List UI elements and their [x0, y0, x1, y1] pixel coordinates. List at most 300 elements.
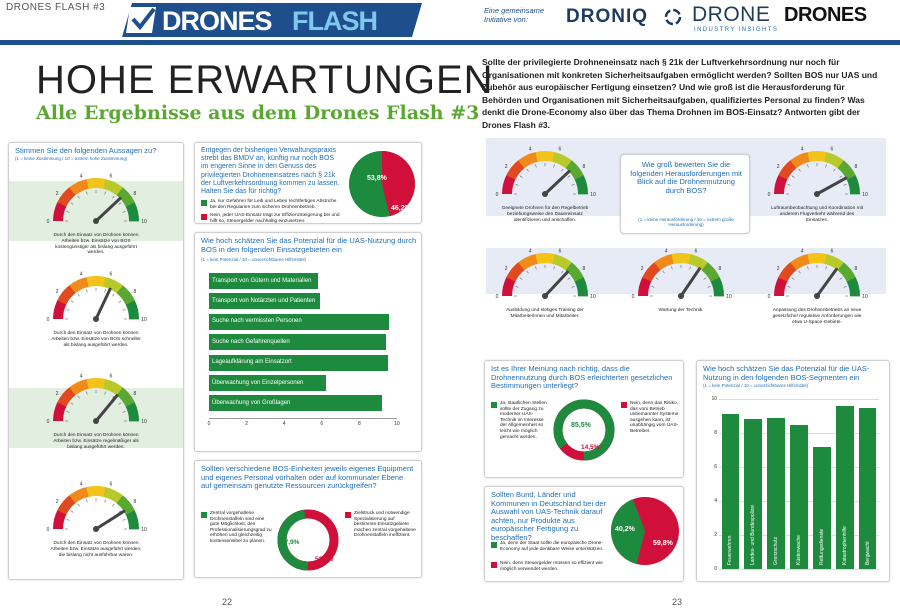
- svg-text:FLASH: FLASH: [292, 6, 377, 36]
- gauge-tick: [572, 184, 575, 185]
- gauge-tick: [704, 278, 706, 280]
- gauge-tick-label: 10: [141, 219, 147, 225]
- bar: Überwachung von Einzelpersonen: [209, 375, 326, 391]
- gauge-needle: [96, 511, 124, 529]
- gauge-tick: [67, 211, 70, 212]
- x-tick-label: 0: [207, 420, 211, 427]
- gauge-tick-label: 2: [55, 498, 59, 505]
- gauge-tick: [527, 169, 529, 171]
- x-tick-label: 2: [245, 420, 248, 427]
- gauge-caption: Durch den Einsatz von Drohnen können Arbeiten bzw. Einsätze regelmäßiger als bislang ausgeführt werden.: [53, 433, 139, 450]
- legend-swatch-red: [621, 402, 627, 408]
- gauge-tick: [535, 267, 536, 270]
- legend-europe-no: Nein, denn Steuergelder müssen so effizient wie möglich verwendet werden.: [491, 561, 609, 572]
- gauge-color-segment: [779, 279, 783, 296]
- gauge-area-challenges: [486, 136, 886, 348]
- donut-ring-green: [551, 397, 617, 463]
- gauge-tick-label: 4: [800, 146, 804, 153]
- gauge-tick-label: 4: [528, 146, 532, 153]
- question-card-21k: [194, 142, 422, 224]
- gauge-tick-label: 0: [767, 294, 771, 300]
- x-tick-label: 10: [394, 420, 400, 427]
- challenges-question-card: [620, 154, 750, 234]
- gauge-color-segment: [673, 258, 690, 259]
- gauge-color-segment: [841, 164, 852, 178]
- gauge-needle: [96, 396, 117, 421]
- gauge: [41, 165, 151, 256]
- gauge-tick: [652, 286, 655, 287]
- gauge-tick-label: 2: [504, 163, 508, 170]
- question-21k: Entgegen der bisherigen Verwaltungspraxis strebt das BMDV an, künftig nur noch BOS im engeren Sinne in den Genuss des privilegierten Drohneneinsatzes nach § 21k der Luftverkehrsordnung kommen zu lassen. Halten Sie das für richtig?: [201, 147, 340, 196]
- gauge-color-segment: [825, 259, 841, 267]
- drone-industry-insights-subtitle: INDUSTRY INSIGHTS: [694, 27, 779, 33]
- gauge-tick: [690, 267, 691, 270]
- gauge-color-segment: [104, 492, 120, 500]
- header-divider: [0, 40, 900, 45]
- gauge-color-segment: [120, 391, 131, 405]
- gauge-color-segment: [62, 289, 73, 302]
- gauge-tick-label: 6: [109, 173, 113, 180]
- y-tick-label: 6: [714, 464, 717, 470]
- pie-label-no: 59,8%: [653, 540, 673, 547]
- gauge-tick-label: 6: [694, 248, 698, 255]
- svg-text:DRONES: DRONES: [162, 6, 272, 36]
- gauge-tick: [123, 211, 126, 212]
- initiative-label: Eine gemeinsame Initiative von:: [484, 6, 545, 24]
- bar-card-title: Wie hoch schätzen Sie das Potenzial für die UAS-Nutzung durch BOS in den folgenden Einsatzgebieten ein: [201, 236, 417, 254]
- gauge-tick-label: 10: [141, 317, 147, 323]
- gauge-color-segment: [120, 289, 131, 303]
- bar-card-einsatzgebiete: [194, 232, 422, 452]
- pie-label-yes: 53,8%: [367, 175, 387, 182]
- gauge-tick-label: 0: [631, 294, 635, 300]
- gauge-tick: [123, 309, 126, 310]
- gauge-tick: [86, 192, 87, 195]
- gauge-tick: [799, 169, 801, 171]
- gauge-tick: [123, 519, 126, 520]
- gauge-color-segment: [537, 258, 554, 259]
- donut-label-green: 85,5%: [571, 422, 591, 429]
- gauge-tick-label: 2: [55, 390, 59, 397]
- gauge-card-title: Stimmen Sie den folgenden Aussagen zu?: [15, 146, 157, 155]
- gauge-needle: [545, 272, 568, 296]
- gauge-tick: [71, 511, 73, 513]
- y-tick-label: 4: [714, 498, 717, 504]
- gauge-color-segment: [851, 178, 855, 195]
- gauge-color-segment: [793, 157, 809, 164]
- donut-label-green: 47,9%: [281, 539, 300, 546]
- bar-label: Landes- und Bundespolizei: [750, 504, 757, 565]
- gauge-tick: [671, 267, 672, 270]
- gauge-tick-label: 2: [776, 265, 780, 272]
- gauge-color-segment: [521, 259, 537, 266]
- gauge: [762, 138, 872, 223]
- gauge-color-segment: [507, 279, 511, 296]
- gauge-caption: Wartung der Technik.: [658, 308, 704, 313]
- gauge-caption: Durch den Einsatz von Drohnen können Arbeiten bzw. Einsätze ausgeführt werden, die bislang nicht ausführbar waren.: [50, 541, 142, 558]
- gauge-tick: [788, 184, 791, 185]
- gauge-tick-label: 10: [590, 294, 596, 300]
- gauge-tick: [840, 278, 842, 280]
- gauge-hub: [678, 293, 684, 299]
- gauge-color-segment: [705, 266, 716, 280]
- gauge-needle: [817, 178, 846, 194]
- bar-label: Küstenwache: [796, 534, 802, 565]
- legend-no: Nein, jeder UAS-Einsatz trägt zur Effizienzsteigerung bei und hilft so, Steuergelder nachhaltig einzusetzen.: [201, 213, 341, 224]
- gauge-color-segment: [715, 280, 719, 297]
- gauge-color-segment: [62, 499, 73, 512]
- gauge-color-segment: [88, 281, 105, 282]
- segments-title: Wie hoch schätzen Sie das Potenzial für die UAS-Nutzung in den folgenden BOS-Segmenten ein: [703, 364, 870, 382]
- gauge-tick: [86, 500, 87, 503]
- gauge-tick: [792, 176, 794, 178]
- gauge-tick: [105, 290, 106, 293]
- gauge-color-segment: [130, 303, 134, 320]
- gauge-hub: [93, 316, 99, 322]
- legend-europe-yes: Ja, denn der Staat sollte die europäische Drone-Economy auf jede denkbare Weise unterstützen.: [491, 541, 609, 552]
- bar: Transport von Notärzten und Patienten: [209, 293, 320, 309]
- gauge-tick-label: 0: [46, 419, 50, 425]
- gauge-tick-label: 4: [800, 248, 804, 255]
- gauge-tick-label: 8: [854, 265, 858, 272]
- gauge-tick-label: 6: [830, 248, 834, 255]
- gauge-tick: [807, 165, 808, 168]
- drones-magazine-logo: DRONES: [784, 4, 867, 26]
- gauge-tick: [568, 278, 570, 280]
- gauge-caption: Durch den Einsatz von Drohnen können Arbeiten bzw. Einsätze von BOS kostengünstiger als bislang ausgeführt werden.: [53, 233, 139, 256]
- gauge-color-segment: [58, 512, 62, 529]
- gauge-tick-label: 4: [79, 481, 83, 488]
- legend-swatch-red: [201, 214, 207, 220]
- gauge: [490, 240, 600, 320]
- gauge-color-segment: [72, 384, 88, 391]
- bar-card-segmente: [696, 360, 890, 582]
- gauge-needle: [545, 171, 569, 194]
- gauge-tick: [844, 184, 847, 185]
- gauge-tick: [527, 271, 529, 273]
- gauge-tick-label: 0: [495, 192, 499, 198]
- gauge: [41, 263, 151, 348]
- gauge-tick-label: 10: [141, 419, 147, 425]
- gauge-color-segment: [88, 491, 105, 492]
- gauge-color-segment: [689, 259, 705, 267]
- pie-label-yes: 40,2%: [615, 526, 635, 533]
- gauge-tick-label: 4: [528, 248, 532, 255]
- gauge-tick-label: 8: [582, 163, 586, 170]
- question-card-law: [484, 360, 684, 478]
- gauge-hub: [93, 526, 99, 532]
- gauge-needle: [96, 289, 110, 319]
- gauge-tick: [656, 278, 658, 280]
- donut-label-red: 14,5%: [581, 444, 600, 451]
- gauge-tick: [112, 504, 114, 506]
- gauge-needle: [817, 269, 836, 296]
- gauge-tick-label: 10: [862, 192, 868, 198]
- gauge-tick: [119, 301, 121, 303]
- donut-law: [551, 397, 617, 463]
- gauge-tick: [520, 176, 522, 178]
- gauge: [41, 473, 151, 558]
- gauge-tick-label: 6: [558, 248, 562, 255]
- gauge-tick: [112, 294, 114, 296]
- gauge-tick: [71, 403, 73, 405]
- gauge-color-segment: [88, 183, 105, 184]
- gauge-color-segment: [58, 204, 62, 221]
- question-card-equipment: [194, 460, 422, 578]
- gauge-caption: Geeignete Drohnen für den Regelbetrieb beziehungsweise den Dauereinsatz identifizieren und anschaffen.: [501, 206, 589, 223]
- gauge-tick-label: 0: [495, 294, 499, 300]
- gauge-tick: [119, 403, 121, 405]
- gauge-tick: [71, 301, 73, 303]
- gauge-tick-label: 6: [109, 481, 113, 488]
- question-card-europe: [484, 486, 684, 582]
- legend-yes: Ja, nur Gefahren für Leib und Leben rechtfertigen Abstriche bei den Regularien zum sicheren Drohnenbetrieb.: [201, 199, 341, 210]
- question-europe: Sollten Bund, Länder und Kommunen in Deutschland bei der Auswahl von UAS-Technik darauf achten, nur Produkte aus europäischer Fertigung zu beschaffen?: [491, 490, 607, 542]
- gauge-tick-label: 0: [46, 317, 50, 323]
- gauge-tick-label: 0: [46, 219, 50, 225]
- bar: Suche nach vermissten Personen: [209, 314, 389, 330]
- legend-swatch-green: [201, 512, 207, 518]
- gauge-color-segment: [104, 282, 120, 290]
- gauge-color-segment: [783, 266, 794, 279]
- gauge-tick-label: 10: [862, 294, 868, 300]
- gauge-tick: [561, 169, 563, 171]
- intro-paragraph: Sollte der privilegierte Drohneneinsatz nach § 21k der Luftverkehrsordnung nur noch für Organisationen mit konkreten Sicherheitsaufgaben ermöglicht werden? Sollten BOS nur UAS und Zubehör aus europäischer Fertigung einsetzen? Und wie groß ist die Herausforderung für Behörden und Organisationen mit Sicherheitsaufgaben, qualifiziertes Personal zu finden? Was denkt die Drone-Economy also über das Thema Drohnen im BOS-Einsatz? Antworten gibt der Drones Flash #3.: [482, 57, 878, 130]
- gauge-tick: [78, 196, 80, 198]
- pie-label-no: 46,2%: [391, 205, 411, 212]
- gauge-tick-label: 2: [640, 265, 644, 272]
- gauge-color-segment: [643, 279, 647, 296]
- gauge-tick: [78, 396, 80, 398]
- donut-equipment: [275, 507, 341, 573]
- gauge-color-segment: [809, 258, 826, 259]
- gauge-tick: [78, 294, 80, 296]
- gauge-tick: [708, 286, 711, 287]
- gauge-tick: [86, 290, 87, 293]
- gauge-color-segment: [72, 492, 88, 499]
- gauge-tick: [833, 169, 835, 171]
- gauge-color-segment: [130, 513, 134, 530]
- segments-scale: (1 = kein Potenzial / 10 = unverzichtbares Hilfsmittel): [703, 383, 809, 388]
- gauge-color-segment: [88, 383, 105, 384]
- gauge-color-segment: [841, 266, 852, 280]
- y-tick-label: 10: [711, 396, 717, 402]
- gauge-tick-label: 8: [133, 288, 137, 295]
- page-number-left: 22: [222, 597, 233, 607]
- gauge-color-segment: [793, 259, 809, 266]
- legend-swatch-red: [491, 562, 497, 568]
- gauge-tick-label: 8: [582, 265, 586, 272]
- gauge-tick: [67, 309, 70, 310]
- gauge-tick-label: 2: [55, 288, 59, 295]
- gauge-tick-label: 2: [504, 265, 508, 272]
- gauge-color-segment: [62, 391, 73, 404]
- gauge-tick-label: 10: [141, 527, 147, 533]
- bar: Transport von Gütern und Materialien: [209, 273, 318, 289]
- gauge-needle: [681, 269, 700, 296]
- y-tick-label: 0: [714, 566, 717, 572]
- gauge-color-segment: [579, 178, 583, 195]
- gauge-color-segment: [779, 177, 783, 194]
- gauge-dial: [41, 473, 151, 535]
- gauge-tick: [123, 411, 126, 412]
- gauge-tick: [105, 392, 106, 395]
- gauge-tick-label: 8: [133, 190, 137, 197]
- gauge-tick-label: 8: [133, 390, 137, 397]
- legend-swatch-red: [345, 512, 351, 518]
- gauge-color-segment: [809, 156, 826, 157]
- gauge-tick: [788, 286, 791, 287]
- gauge-tick-label: 2: [55, 190, 59, 197]
- bar-label: Katastrophenhilfe: [841, 526, 848, 565]
- gauge: [762, 240, 872, 325]
- gauge-color-segment: [579, 280, 583, 297]
- gauge-tick: [554, 267, 555, 270]
- gauge-hub: [542, 191, 548, 197]
- drones-flash-logo: [122, 3, 422, 37]
- gauge-color-segment: [72, 184, 88, 191]
- bar: Überwachung von Großlagen: [209, 395, 382, 411]
- y-tick-label: 8: [714, 430, 717, 436]
- drone-industry-insights-logo: DRONE: [692, 3, 771, 26]
- question-law: Ist es Ihrer Meinung nach richtig, dass die Drohnennutzung durch BOS erleichterten gesetzlichen Bestimmungen unterliegt?: [491, 364, 673, 390]
- gauge-tick: [826, 267, 827, 270]
- gauge-tick-label: 6: [109, 373, 113, 380]
- gauge-tick: [105, 192, 106, 195]
- gauge-color-segment: [647, 266, 658, 279]
- bar: Lageaufklärung am Einsatzort: [209, 355, 388, 371]
- gauge-color-segment: [507, 177, 511, 194]
- gauge-hub: [93, 218, 99, 224]
- gauge-card-scale: (1 = keine Zustimmung / 10 = extrem hohe Zustimmung): [15, 156, 128, 161]
- gauge-color-segment: [130, 205, 134, 222]
- gauge-needle: [96, 198, 120, 221]
- gauge-dial: [41, 263, 151, 325]
- gauge-color-segment: [521, 157, 537, 164]
- gauge-color-segment: [825, 157, 841, 165]
- gauge-dial: [490, 138, 600, 200]
- gauge-color-segment: [58, 404, 62, 421]
- bar-label: Grenzschutz: [773, 536, 780, 565]
- legend-decentral: Zielstruck und notwendige Spezialisierung auf bestimmte Einsatzgebiete machen zentral vorgehaltene Drohnenstaffeln ineffizient.: [345, 511, 417, 539]
- legend-central: Zentral vorgehaltene Drohnenstaffeln sind eine gute Möglichkeit, den Professionalisierungsgrad zu erhöhen und gleichzeitig kostensensibel zu planen.: [201, 511, 273, 545]
- gauge-tick: [663, 271, 665, 273]
- gauge-color-segment: [537, 156, 554, 157]
- gauge-tick: [799, 271, 801, 273]
- gauge-tick: [535, 165, 536, 168]
- gridline: [719, 399, 879, 400]
- gauge-tick: [105, 500, 106, 503]
- y-tick-label: 2: [714, 532, 717, 538]
- gauge: [490, 138, 600, 223]
- legend-swatch-green: [491, 402, 497, 408]
- bar-label: Bergwacht: [864, 541, 871, 565]
- x-tick-label: 8: [358, 420, 361, 427]
- gridline: [719, 569, 879, 570]
- gauge-dial: [490, 240, 600, 302]
- gauge: [626, 240, 736, 320]
- gauge-tick-label: 0: [767, 192, 771, 198]
- gauge-dial: [41, 365, 151, 427]
- gauge-tick: [807, 267, 808, 270]
- legend-law-yes: Ja, staatlichen Stellen sollte der Zugang zu moderner UAS-Technik im Interesse der Allgemeinheit so leicht wie möglich gemacht werden.: [491, 401, 549, 440]
- gauge-color-segment: [104, 384, 120, 392]
- page-title: HOHE ERWARTUNGEN: [36, 58, 494, 102]
- gauge-tick-label: 4: [664, 248, 668, 255]
- gauge-tick-label: 10: [590, 192, 596, 198]
- gauge-tick: [561, 271, 563, 273]
- gauge-tick-label: 8: [133, 498, 137, 505]
- gauge-tick: [67, 411, 70, 412]
- gauge-tick: [516, 184, 519, 185]
- gauge-hub: [93, 418, 99, 424]
- bar-label: Rettungsdienste: [818, 528, 825, 565]
- gauge-tick: [112, 196, 114, 198]
- gauge-tick: [840, 176, 842, 178]
- bar-card-scale: (1 = kein Potenzial / 10 = unverzichtbares Hilfsmittel): [201, 257, 307, 262]
- gauge-color-segment: [657, 259, 673, 266]
- gauge-tick: [844, 286, 847, 287]
- gauge-dial: [762, 138, 872, 200]
- x-tick-label: 6: [320, 420, 324, 427]
- gauge-tick: [520, 278, 522, 280]
- legend-swatch-green: [491, 542, 497, 548]
- gauge-tick: [568, 176, 570, 178]
- legend-swatch-green: [201, 200, 207, 206]
- pie-europe: [609, 495, 681, 567]
- gauge-dial: [41, 165, 151, 227]
- gauge-tick-label: 8: [718, 265, 722, 272]
- gauge-dial: [626, 240, 736, 302]
- gauge-tick-label: 10: [726, 294, 732, 300]
- x-axis: [209, 418, 397, 419]
- gauge-tick: [86, 392, 87, 395]
- pie-21k: [347, 149, 417, 219]
- gauge-tick: [826, 165, 827, 168]
- page-subtitle: Alle Ergebnisse aus dem Drones Flash #3: [36, 102, 480, 124]
- magazine-section-label: DRONES FLASH #3: [6, 2, 106, 13]
- gauge-tick-label: 4: [79, 173, 83, 180]
- gauge-tick-label: 2: [776, 163, 780, 170]
- challenges-scale: (1 = keine Herausforderung / 10 = extrem große Herausforderung): [638, 217, 734, 227]
- gauge-caption: Durch den Einsatz von Drohnen können Arbeiten bzw. Einsätze von BOS schneller als bislang ausgeführt werden.: [51, 331, 141, 348]
- gauge-color-segment: [72, 282, 88, 289]
- gauge-tick-label: 4: [79, 373, 83, 380]
- x-tick-label: 4: [282, 420, 286, 427]
- gauge-tick: [572, 286, 575, 287]
- gauge-color-segment: [58, 302, 62, 319]
- gauge-card-agreement: [8, 142, 184, 580]
- gauge-hub: [814, 293, 820, 299]
- gauge-caption: Ausbildung und stetiges Training der Mitarbeiterinnen und Mitarbeiter.: [506, 308, 584, 319]
- gauge-hub: [542, 293, 548, 299]
- gauge-color-segment: [511, 266, 522, 279]
- gauge-color-segment: [130, 405, 134, 422]
- gauge-tick: [78, 504, 80, 506]
- gauge-dial: [762, 240, 872, 302]
- donut-label-red: 52,1%: [315, 556, 334, 563]
- gauge-tick-label: 6: [830, 146, 834, 153]
- gauge-tick: [119, 203, 121, 205]
- gauge-tick-label: 6: [558, 146, 562, 153]
- droniq-logo: DRONIQ: [566, 6, 648, 27]
- gauge-color-segment: [569, 266, 580, 280]
- gauge-tick: [67, 519, 70, 520]
- gauge-color-segment: [553, 157, 569, 165]
- gauge-tick-label: 8: [854, 163, 858, 170]
- bar: Suche nach Gefahrenquellen: [209, 334, 386, 350]
- droniq-mark-icon: [664, 8, 682, 26]
